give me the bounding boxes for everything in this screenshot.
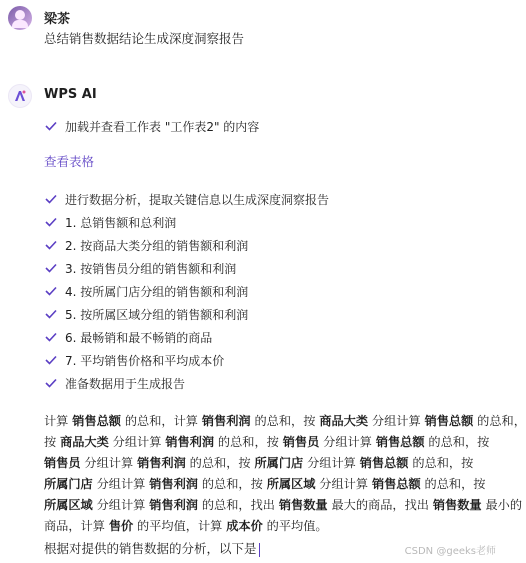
paragraph-text: 计算 <box>44 414 73 428</box>
field-name: 销售员 <box>44 456 81 470</box>
field-name: 销售利润 <box>149 498 198 512</box>
paragraph-text: 的总和，计算 <box>121 414 202 428</box>
step-item <box>44 236 248 254</box>
paragraph-line <box>44 474 514 495</box>
field-name: 销售总额 <box>359 456 409 470</box>
paragraph-line <box>44 516 514 537</box>
step-label: 6. 最畅销和最不畅销的商品 <box>65 330 213 345</box>
field-name: 销售数量 <box>432 498 482 512</box>
paragraph-text: 最小的 <box>481 498 523 512</box>
assistant-name: WPS AI <box>44 87 97 102</box>
paragraph-text: 的总和，找出 <box>198 498 279 512</box>
field-name: 销售利润 <box>165 435 215 449</box>
check-icon <box>44 192 58 206</box>
paragraph-text: 的总和，按 <box>198 477 267 491</box>
step-label: 1. 总销售额和总利润 <box>65 215 177 230</box>
step-label: 2. 按商品大类分组的销售额和利润 <box>65 238 249 253</box>
typing-cursor <box>259 543 260 557</box>
paragraph-text: 分组计算 <box>92 477 150 491</box>
paragraph-text: 的总和，按 <box>214 435 283 449</box>
field-name: 销售利润 <box>137 456 186 470</box>
check-icon <box>44 215 58 229</box>
paragraph-text: 按 <box>44 435 61 449</box>
paragraph-text: 分组计算 <box>303 456 360 470</box>
check-icon <box>44 376 58 390</box>
step-item <box>44 213 176 231</box>
paragraph-text: 分组计算 <box>319 435 376 449</box>
step-load <box>44 117 259 135</box>
step-label: 7. 平均销售价格和平均成本价 <box>65 353 225 368</box>
paragraph-text: 分组计算 <box>80 456 138 470</box>
user-avatar <box>8 6 32 30</box>
watermark: CSDN @geeks老师 <box>404 546 496 557</box>
field-name: 销售总额 <box>375 435 425 449</box>
analysis-paragraph <box>44 411 526 537</box>
field-name: 销售数量 <box>278 498 328 512</box>
step-label: 4. 按所属门店分组的销售额和利润 <box>65 284 249 299</box>
field-name: 商品大类 <box>319 414 369 428</box>
paragraph-line <box>44 453 514 474</box>
paragraph-text: 的总和， <box>473 414 526 428</box>
step-label: 5. 按所属区域分组的销售额和利润 <box>65 307 249 322</box>
step-item <box>44 259 236 277</box>
check-icon <box>44 284 58 298</box>
user-name: 梁茶 <box>44 12 71 27</box>
check-icon <box>44 307 58 321</box>
wps-ai-logo-icon <box>8 84 32 108</box>
paragraph-text: 的平均值，计算 <box>133 519 227 533</box>
check-icon <box>44 353 58 367</box>
step-label: 进行数据分析，提取关键信息以生成深度洞察报告 <box>65 192 330 207</box>
step-item <box>44 328 212 346</box>
check-icon <box>44 261 58 275</box>
step-item <box>44 374 185 392</box>
step-label: 3. 按销售员分组的销售额和利润 <box>65 261 237 276</box>
step-item <box>44 282 248 300</box>
paragraph-text: 的总和，按 <box>408 456 474 470</box>
field-name: 售价 <box>108 519 134 533</box>
paragraph-text: 的平均值。 <box>262 519 328 533</box>
paragraph-line <box>44 411 526 432</box>
field-name: 所属门店 <box>44 477 93 491</box>
field-name: 销售员 <box>282 435 320 449</box>
check-icon <box>44 330 58 344</box>
step-item <box>44 351 224 369</box>
field-name: 成本价 <box>226 519 263 533</box>
paragraph-text: 最大的商品，找出 <box>327 498 433 512</box>
field-name: 销售总额 <box>72 414 121 428</box>
paragraph-text: 分组计算 <box>92 498 150 512</box>
field-name: 销售利润 <box>149 477 198 491</box>
check-icon <box>44 238 58 252</box>
check-icon <box>44 119 58 133</box>
view-table-link[interactable]: 查看表格 <box>44 154 95 169</box>
user-message: 总结销售数据结论生成深度洞察报告 <box>44 31 245 46</box>
field-name: 销售总额 <box>424 414 474 428</box>
step-label: 准备数据用于生成报告 <box>65 376 186 391</box>
field-name: 商品大类 <box>60 435 109 449</box>
paragraph-text: 的总和，按 <box>250 414 320 428</box>
step-load-label: 加载并查看工作表 "工作表2" 的内容 <box>65 119 260 134</box>
paragraph-line <box>44 432 514 453</box>
field-name: 所属门店 <box>254 456 304 470</box>
paragraph-text: 的总和，按 <box>424 435 490 449</box>
closing-text: 根据对提供的销售数据的分析，以下是 <box>44 539 260 557</box>
paragraph-text: 分组计算 <box>315 477 372 491</box>
paragraph-text: 商品，计算 <box>44 519 109 533</box>
step-item <box>44 305 248 323</box>
paragraph-text: 的总和，按 <box>185 456 255 470</box>
paragraph-text: 的总和，按 <box>420 477 486 491</box>
field-name: 所属区域 <box>266 477 316 491</box>
field-name: 所属区域 <box>44 498 93 512</box>
paragraph-text: 分组计算 <box>368 414 425 428</box>
field-name: 销售利润 <box>201 414 251 428</box>
field-name: 销售总额 <box>371 477 421 491</box>
step-item <box>44 190 329 208</box>
paragraph-line <box>44 495 523 516</box>
paragraph-text: 分组计算 <box>108 435 166 449</box>
